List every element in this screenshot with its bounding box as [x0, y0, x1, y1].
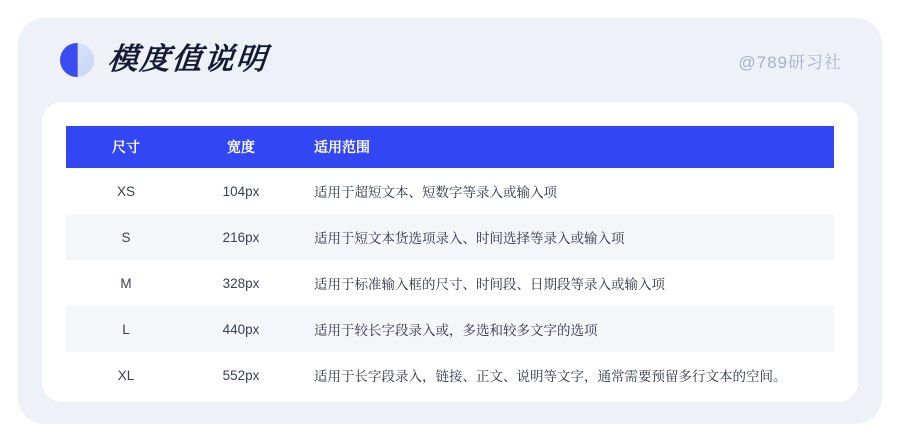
cell-width: 440px — [186, 306, 296, 352]
content-card — [18, 18, 882, 424]
table-row — [66, 306, 834, 352]
table-header-row — [66, 126, 834, 168]
table-body — [66, 168, 834, 398]
cell-scope: 适用于较长字段录入或，多选和较多文字的选项 — [296, 306, 834, 352]
cell-size: S — [66, 214, 186, 260]
cell-size: L — [66, 306, 186, 352]
spec-table — [66, 126, 834, 398]
cell-scope: 适用于标准输入框的尺寸、时间段、日期段等录入或输入项 — [314, 277, 665, 292]
cell-scope: 适用于短文本货选项录入、时间选择等录入或输入项 — [296, 214, 834, 260]
table-panel — [42, 102, 858, 402]
column-header-size: 尺寸 — [66, 126, 186, 168]
cell-width: 328px — [222, 275, 260, 291]
page-title: 模度值说明 — [106, 43, 270, 76]
cell-size: XS — [116, 183, 135, 199]
cell-width: 104px — [222, 183, 260, 199]
cell-scope: 适用于长字段录入，链接、正文、说明等文字，通常需要预留多行文本的空间。 — [314, 369, 787, 384]
circle-wedge-logo-icon — [60, 43, 94, 77]
column-header-scope: 适用范围 — [296, 126, 834, 168]
cell-width: 552px — [222, 367, 260, 383]
cell-size: XL — [117, 367, 135, 383]
table-row — [66, 214, 834, 260]
cell-scope: 适用于超短文本、短数字等录入或输入项 — [314, 185, 557, 200]
column-header-width: 宽度 — [186, 126, 296, 168]
page-header — [18, 18, 882, 102]
table-row — [66, 352, 834, 398]
cell-width: 216px — [186, 214, 296, 260]
cell-size: M — [120, 275, 132, 291]
watermark-label: @789研习社 — [738, 52, 842, 72]
table-row — [66, 168, 834, 214]
table-row — [66, 260, 834, 306]
